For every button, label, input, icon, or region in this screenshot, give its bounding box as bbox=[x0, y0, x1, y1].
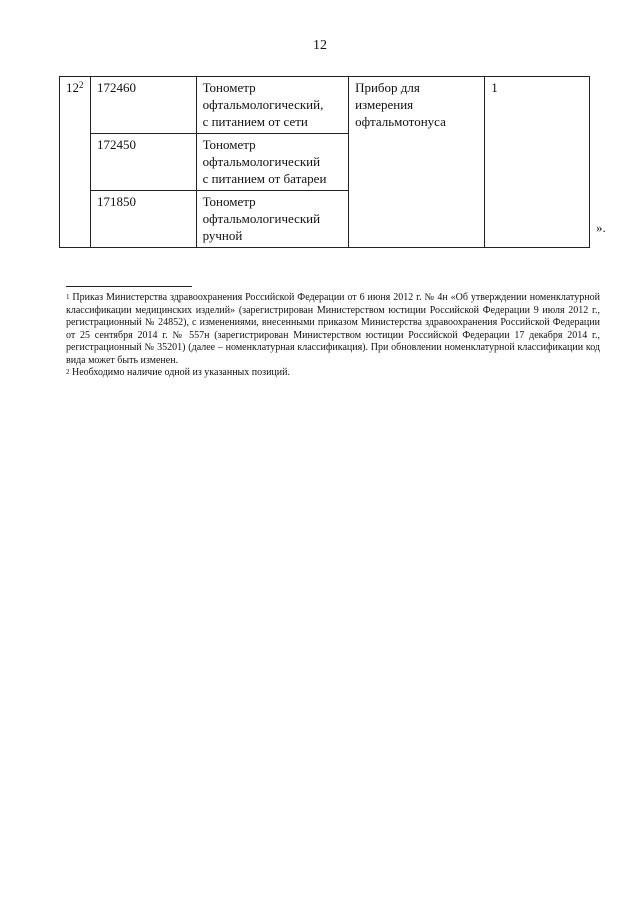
page-number: 12 bbox=[313, 38, 327, 53]
footnote-1-text: Приказ Министерства здравоохранения Российской Федерации от 6 июня 2012 г. № 4н «Об утверждении номенклатурной классификации медицинских изделий» (зарегистрирован Министерством юстиции Российской Федерации 9 июля 2012 г., регистрационный № 24852), с изменениями, внесенными приказом Министерства здравоохранения Российской Федерации от 25 сентября 2014 г. № 557н (зарегистрирован Министерством юстиции Российской Федерации 17 декабря 2014 г., регистрационный № 35201) (далее – номенклатурная классификация). При обновлении номенклатурной классификации код вида может быть изменен. bbox=[66, 292, 600, 366]
closing-quote: ». bbox=[596, 220, 606, 235]
table-row bbox=[60, 77, 590, 134]
footnote-1-marker: 1 bbox=[66, 293, 70, 301]
footnote-ref: 2 bbox=[79, 80, 84, 90]
device-code: 171850 bbox=[90, 191, 196, 248]
row-number: 12 bbox=[66, 80, 79, 95]
footnote-2-marker: 2 bbox=[66, 368, 70, 376]
device-name: Тонометр офтальмологический с питанием от батареи bbox=[196, 134, 349, 191]
footnote-2 bbox=[66, 367, 600, 380]
device-code: 172450 bbox=[90, 134, 196, 191]
footnotes bbox=[66, 292, 600, 380]
device-quantity: 1 bbox=[485, 77, 590, 248]
footnote-1 bbox=[66, 292, 600, 367]
equipment-table bbox=[59, 76, 590, 248]
device-purpose: Прибор для измерения офтальмотонуса bbox=[349, 77, 485, 248]
footnote-divider bbox=[66, 286, 192, 287]
row-number-cell bbox=[60, 77, 91, 248]
device-name: Тонометр офтальмологический, с питанием от сети bbox=[196, 77, 349, 134]
device-name: Тонометр офтальмологический ручной bbox=[196, 191, 349, 248]
footnote-2-text: Необходимо наличие одной из указанных позиций. bbox=[72, 367, 290, 378]
device-code: 172460 bbox=[90, 77, 196, 134]
